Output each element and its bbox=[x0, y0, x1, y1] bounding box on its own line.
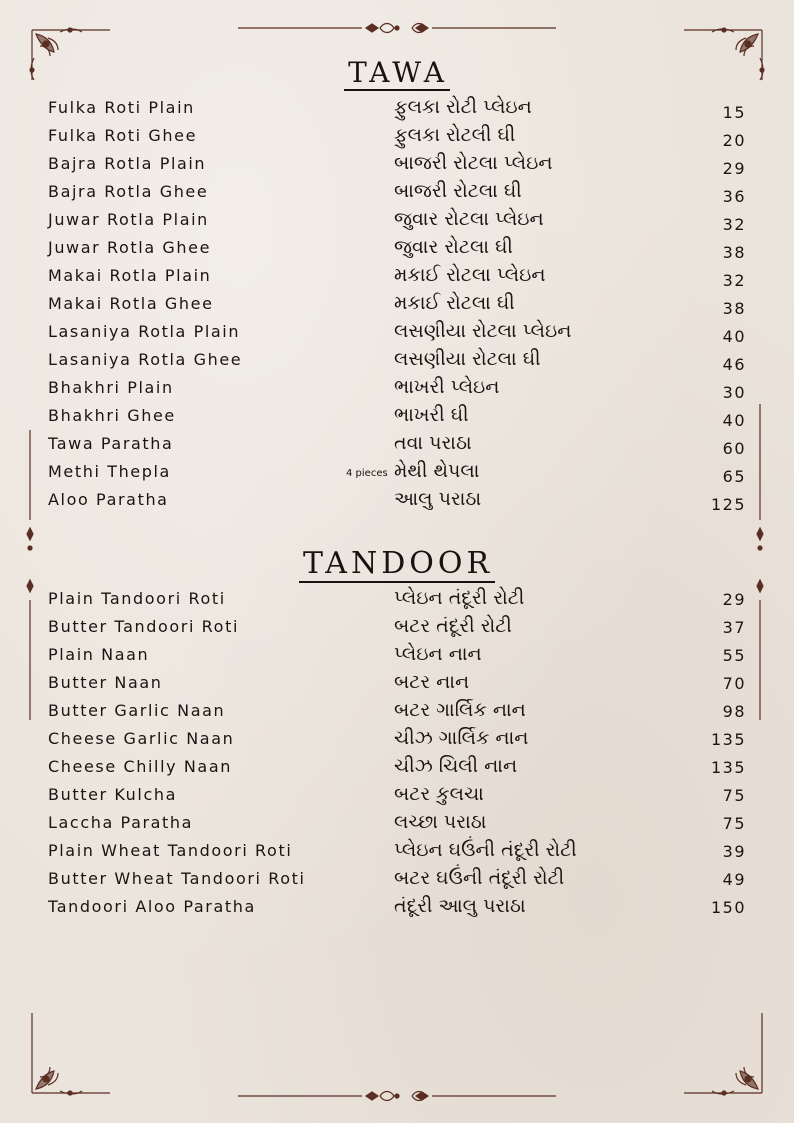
item-name: Aloo Paratha bbox=[48, 490, 169, 509]
item-name: Cheese Garlic Naan bbox=[48, 729, 235, 748]
item-name: Plain Wheat Tandoori Roti bbox=[48, 841, 293, 860]
item-name-gujarati: પ્લેઇન તંદૂરી રોટી bbox=[394, 587, 525, 609]
item-price: 38 bbox=[722, 243, 746, 262]
list-item bbox=[48, 645, 746, 673]
item-price: 15 bbox=[722, 103, 746, 122]
item-name-gujarati: પ્લેઇન નાન bbox=[394, 643, 482, 665]
item-name-gujarati: બટર કુલચા bbox=[394, 783, 484, 805]
item-name-gujarati: ફુલકા રોટલી ઘી bbox=[394, 124, 516, 146]
item-name-gujarati: બાજરી રોટલા ઘી bbox=[394, 180, 522, 202]
item-price: 29 bbox=[722, 590, 746, 609]
item-name: Plain Tandoori Roti bbox=[48, 589, 226, 608]
item-name-gujarati: ભાખરી પ્લેઇન bbox=[394, 376, 500, 398]
list-item bbox=[48, 617, 746, 645]
item-name-gujarati: ફુલકા રોટી પ્લેઇન bbox=[394, 96, 532, 118]
item-name: Methi Thepla bbox=[48, 462, 171, 481]
list-item bbox=[48, 813, 746, 841]
list-item bbox=[48, 701, 746, 729]
list-item bbox=[48, 266, 746, 294]
item-name-gujarati: બટર તંદૂરી રોટી bbox=[394, 615, 512, 637]
item-name-gujarati: ચીઝ ગાર્લિક નાન bbox=[394, 727, 529, 749]
item-name-gujarati: લચ્છા પરાઠા bbox=[394, 811, 487, 833]
item-name-gujarati: તવા પરાઠા bbox=[394, 432, 472, 454]
item-price: 29 bbox=[722, 159, 746, 178]
item-name: Lasaniya Rotla Plain bbox=[48, 322, 241, 341]
item-name: Lasaniya Rotla Ghee bbox=[48, 350, 243, 369]
list-item bbox=[48, 126, 746, 154]
list-item bbox=[48, 210, 746, 238]
item-price: 75 bbox=[722, 814, 746, 833]
list-item bbox=[48, 462, 746, 490]
bottom-divider-flourish-icon bbox=[366, 1092, 428, 1101]
list-item bbox=[48, 154, 746, 182]
item-name: Bajra Rotla Ghee bbox=[48, 182, 209, 201]
list-item bbox=[48, 757, 746, 785]
item-name-gujarati: બાજરી રોટલા પ્લેઇન bbox=[394, 152, 553, 174]
list-item bbox=[48, 589, 746, 617]
item-price: 60 bbox=[722, 439, 746, 458]
item-name: Tandoori Aloo Paratha bbox=[48, 897, 256, 916]
item-name-gujarati: લસણીયા રોટલા ઘી bbox=[394, 348, 541, 370]
item-price: 38 bbox=[722, 299, 746, 318]
item-price: 98 bbox=[722, 702, 746, 721]
item-name: Butter Wheat Tandoori Roti bbox=[48, 869, 306, 888]
item-price: 55 bbox=[722, 646, 746, 665]
item-name-gujarati: બટર નાન bbox=[394, 671, 470, 693]
item-price: 125 bbox=[710, 495, 746, 514]
item-price: 39 bbox=[722, 842, 746, 861]
item-name-gujarati: મકાઈ રોટલા ઘી bbox=[394, 292, 515, 314]
item-name: Fulka Roti Ghee bbox=[48, 126, 198, 145]
section-title-text: TANDOOR bbox=[299, 546, 495, 583]
list-item bbox=[48, 294, 746, 322]
section-title-text: TAWA bbox=[344, 56, 450, 91]
corner-flourish-bottom-left-icon bbox=[32, 1013, 110, 1095]
list-item bbox=[48, 490, 746, 518]
item-price: 49 bbox=[722, 870, 746, 889]
list-item bbox=[48, 322, 746, 350]
item-name: Makai Rotla Ghee bbox=[48, 294, 214, 313]
item-name-gujarati: બટર ગાર્લિક નાન bbox=[394, 699, 526, 721]
item-name-gujarati: ભાખરી ઘી bbox=[394, 404, 469, 426]
item-name: Plain Naan bbox=[48, 645, 150, 664]
item-name: Juwar Rotla Ghee bbox=[48, 238, 212, 257]
corner-flourish-bottom-right-icon bbox=[684, 1013, 762, 1095]
item-name: Laccha Paratha bbox=[48, 813, 194, 832]
item-price: 70 bbox=[722, 674, 746, 693]
item-name: Bhakhri Plain bbox=[48, 378, 174, 397]
list-item bbox=[48, 238, 746, 266]
item-price: 40 bbox=[722, 327, 746, 346]
item-price: 32 bbox=[722, 215, 746, 234]
list-item bbox=[48, 841, 746, 869]
item-name-gujarati: ચીઝ ચિલી નાન bbox=[394, 755, 518, 777]
section-title-tawa bbox=[0, 56, 794, 89]
item-name: Bajra Rotla Plain bbox=[48, 154, 207, 173]
list-item bbox=[48, 182, 746, 210]
item-name: Makai Rotla Plain bbox=[48, 266, 212, 285]
item-name: Butter Kulcha bbox=[48, 785, 177, 804]
item-name: Butter Garlic Naan bbox=[48, 701, 226, 720]
item-name-gujarati: જુવાર રોટલા પ્લેઇન bbox=[394, 208, 544, 230]
item-name: Bhakhri Ghee bbox=[48, 406, 176, 425]
item-price: 46 bbox=[722, 355, 746, 374]
item-name: Fulka Roti Plain bbox=[48, 98, 195, 117]
list-item bbox=[48, 729, 746, 757]
list-item bbox=[48, 434, 746, 462]
item-price: 75 bbox=[722, 786, 746, 805]
item-name-gujarati: લસણીયા રોટલા પ્લેઇન bbox=[394, 320, 572, 342]
list-item bbox=[48, 378, 746, 406]
item-price: 150 bbox=[710, 898, 746, 917]
item-name: Tawa Paratha bbox=[48, 434, 174, 453]
section-title-tandoor bbox=[0, 546, 794, 581]
item-price: 65 bbox=[722, 467, 746, 486]
item-name: Cheese Chilly Naan bbox=[48, 757, 232, 776]
item-price: 135 bbox=[710, 758, 746, 777]
top-divider-flourish-icon bbox=[366, 24, 428, 33]
item-name-gujarati: પ્લેઇન ઘઉંની તંદૂરી રોટી bbox=[394, 839, 577, 861]
list-item bbox=[48, 673, 746, 701]
list-item bbox=[48, 897, 746, 925]
item-price: 135 bbox=[710, 730, 746, 749]
item-name-gujarati: તંદૂરી આલુ પરાઠા bbox=[394, 895, 526, 917]
list-item bbox=[48, 98, 746, 126]
item-name-gujarati: મેથી થેપલા bbox=[394, 460, 480, 482]
item-price: 20 bbox=[722, 131, 746, 150]
item-name: Butter Naan bbox=[48, 673, 163, 692]
item-price: 32 bbox=[722, 271, 746, 290]
item-name-gujarati: બટર ઘઉંની તંદૂરી રોટી bbox=[394, 867, 565, 889]
item-price: 37 bbox=[722, 618, 746, 637]
item-name-gujarati: આલુ પરાઠા bbox=[394, 488, 482, 510]
list-item bbox=[48, 869, 746, 897]
list-item bbox=[48, 406, 746, 434]
list-item bbox=[48, 350, 746, 378]
item-price: 36 bbox=[722, 187, 746, 206]
item-name: Butter Tandoori Roti bbox=[48, 617, 239, 636]
item-note: 4 pieces bbox=[346, 468, 388, 479]
item-name: Juwar Rotla Plain bbox=[48, 210, 209, 229]
item-price: 30 bbox=[722, 383, 746, 402]
item-name-gujarati: જુવાર રોટલા ઘી bbox=[394, 236, 513, 258]
item-price: 40 bbox=[722, 411, 746, 430]
item-name-gujarati: મકાઈ રોટલા પ્લેઇન bbox=[394, 264, 546, 286]
list-item bbox=[48, 785, 746, 813]
